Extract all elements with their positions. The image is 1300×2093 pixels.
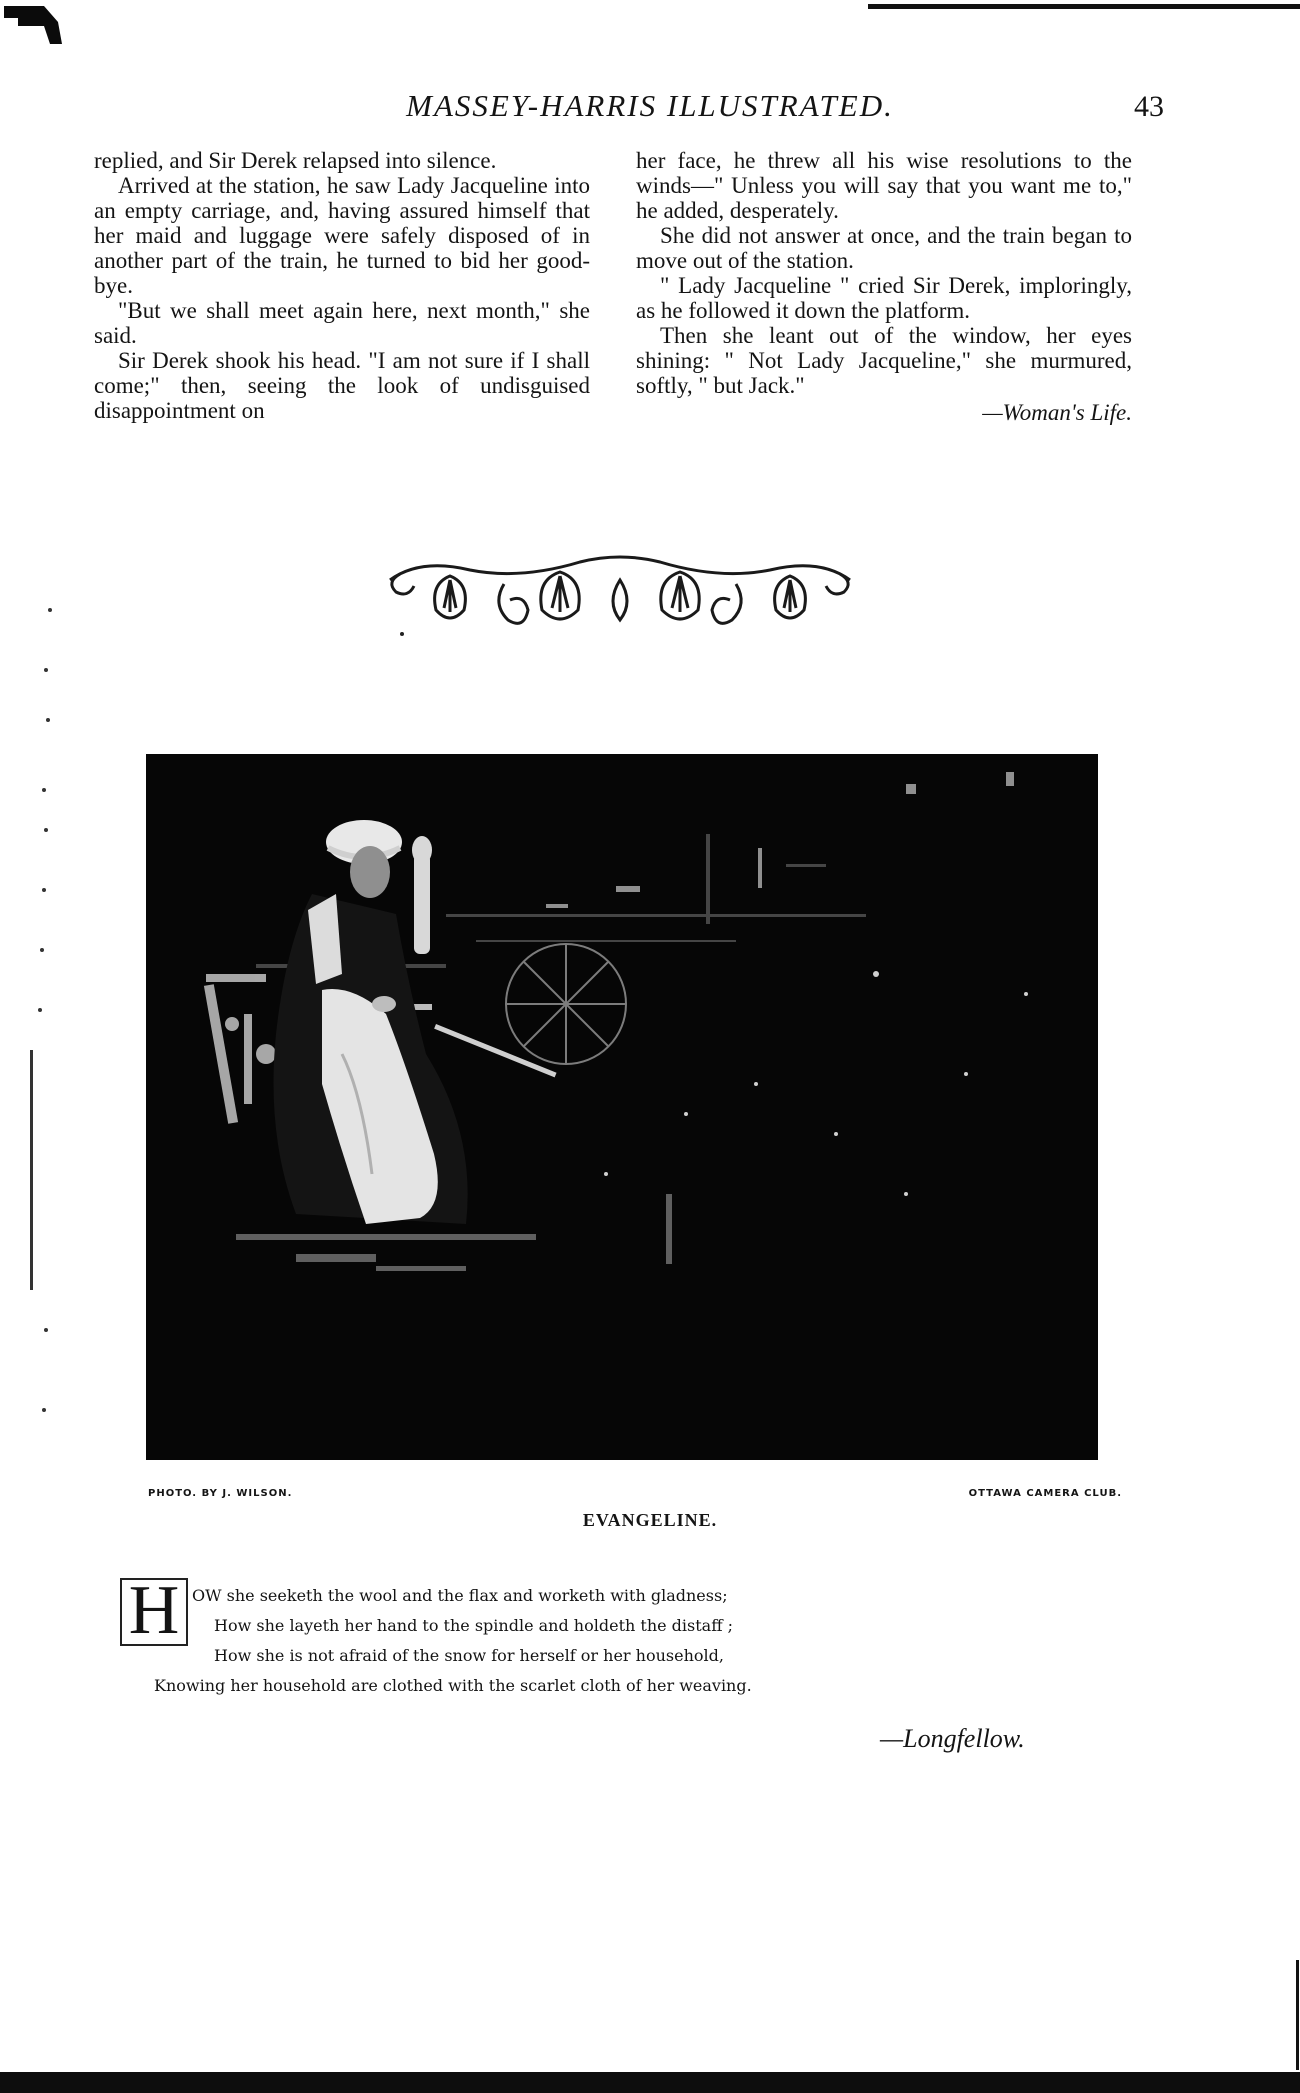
paragraph: her face, he threw all his wise resolutions to the winds—" Unless you will say that you want me to," he added, desperately. bbox=[636, 148, 1132, 223]
paragraph: Then she leant out of the window, her eyes shining: " Not Lady Jacqueline," she murmured, softly, " but Jack." bbox=[636, 323, 1132, 398]
story-column-left bbox=[94, 148, 590, 423]
photograph-illustration bbox=[146, 754, 1098, 1460]
drop-cap: H bbox=[120, 1578, 188, 1646]
running-head: MASSEY-HARRIS ILLUSTRATED. bbox=[406, 88, 894, 123]
top-rule bbox=[868, 4, 1300, 9]
photo-caption: EVANGELINE. bbox=[582, 1510, 718, 1530]
photo-credit: PHOTO. BY J. WILSON. bbox=[148, 1488, 293, 1499]
photograph-evangeline bbox=[146, 754, 1098, 1460]
poem-line: How she is not afraid of the snow for herself or her household, bbox=[214, 1646, 724, 1665]
poem-line: OW she seeketh the wool and the flax and worketh with gladness; bbox=[192, 1586, 728, 1605]
photo-club-credit: OTTAWA CAMERA CLUB. bbox=[968, 1488, 1122, 1499]
paragraph: " Lady Jacqueline " cried Sir Derek, imploringly, as he followed it down the platform. bbox=[636, 273, 1132, 323]
paragraph: "But we shall meet again here, next month," she said. bbox=[94, 298, 590, 348]
story-signature: —Woman's Life. bbox=[982, 400, 1132, 425]
story-column-right bbox=[636, 148, 1132, 425]
poem-attribution: —Longfellow. bbox=[880, 1724, 1025, 1753]
page-number: 43 bbox=[1134, 90, 1164, 123]
poem-line: Knowing her household are clothed with the scarlet cloth of her weaving. bbox=[154, 1676, 752, 1695]
bottom-edge-bar bbox=[0, 2072, 1300, 2093]
right-edge-mark bbox=[1296, 1960, 1299, 2070]
corner-registration-mark bbox=[0, 0, 90, 60]
poem-line: How she layeth her hand to the spindle and holdeth the distaff ; bbox=[214, 1616, 734, 1635]
paragraph: Sir Derek shook his head. "I am not sure if I shall come;" then, seeing the look of undisguised disappointment on bbox=[94, 348, 590, 423]
paragraph: She did not answer at once, and the train began to move out of the station. bbox=[636, 223, 1132, 273]
paragraph: replied, and Sir Derek relapsed into silence. bbox=[94, 148, 497, 173]
paragraph: Arrived at the station, he saw Lady Jacqueline into an empty carriage, and, having assured himself that her maid and luggage were safely disposed of in another part of the train, he turned to bid her good-bye. bbox=[94, 173, 590, 298]
shell-ornament bbox=[380, 540, 860, 640]
margin-specks bbox=[0, 590, 60, 1490]
